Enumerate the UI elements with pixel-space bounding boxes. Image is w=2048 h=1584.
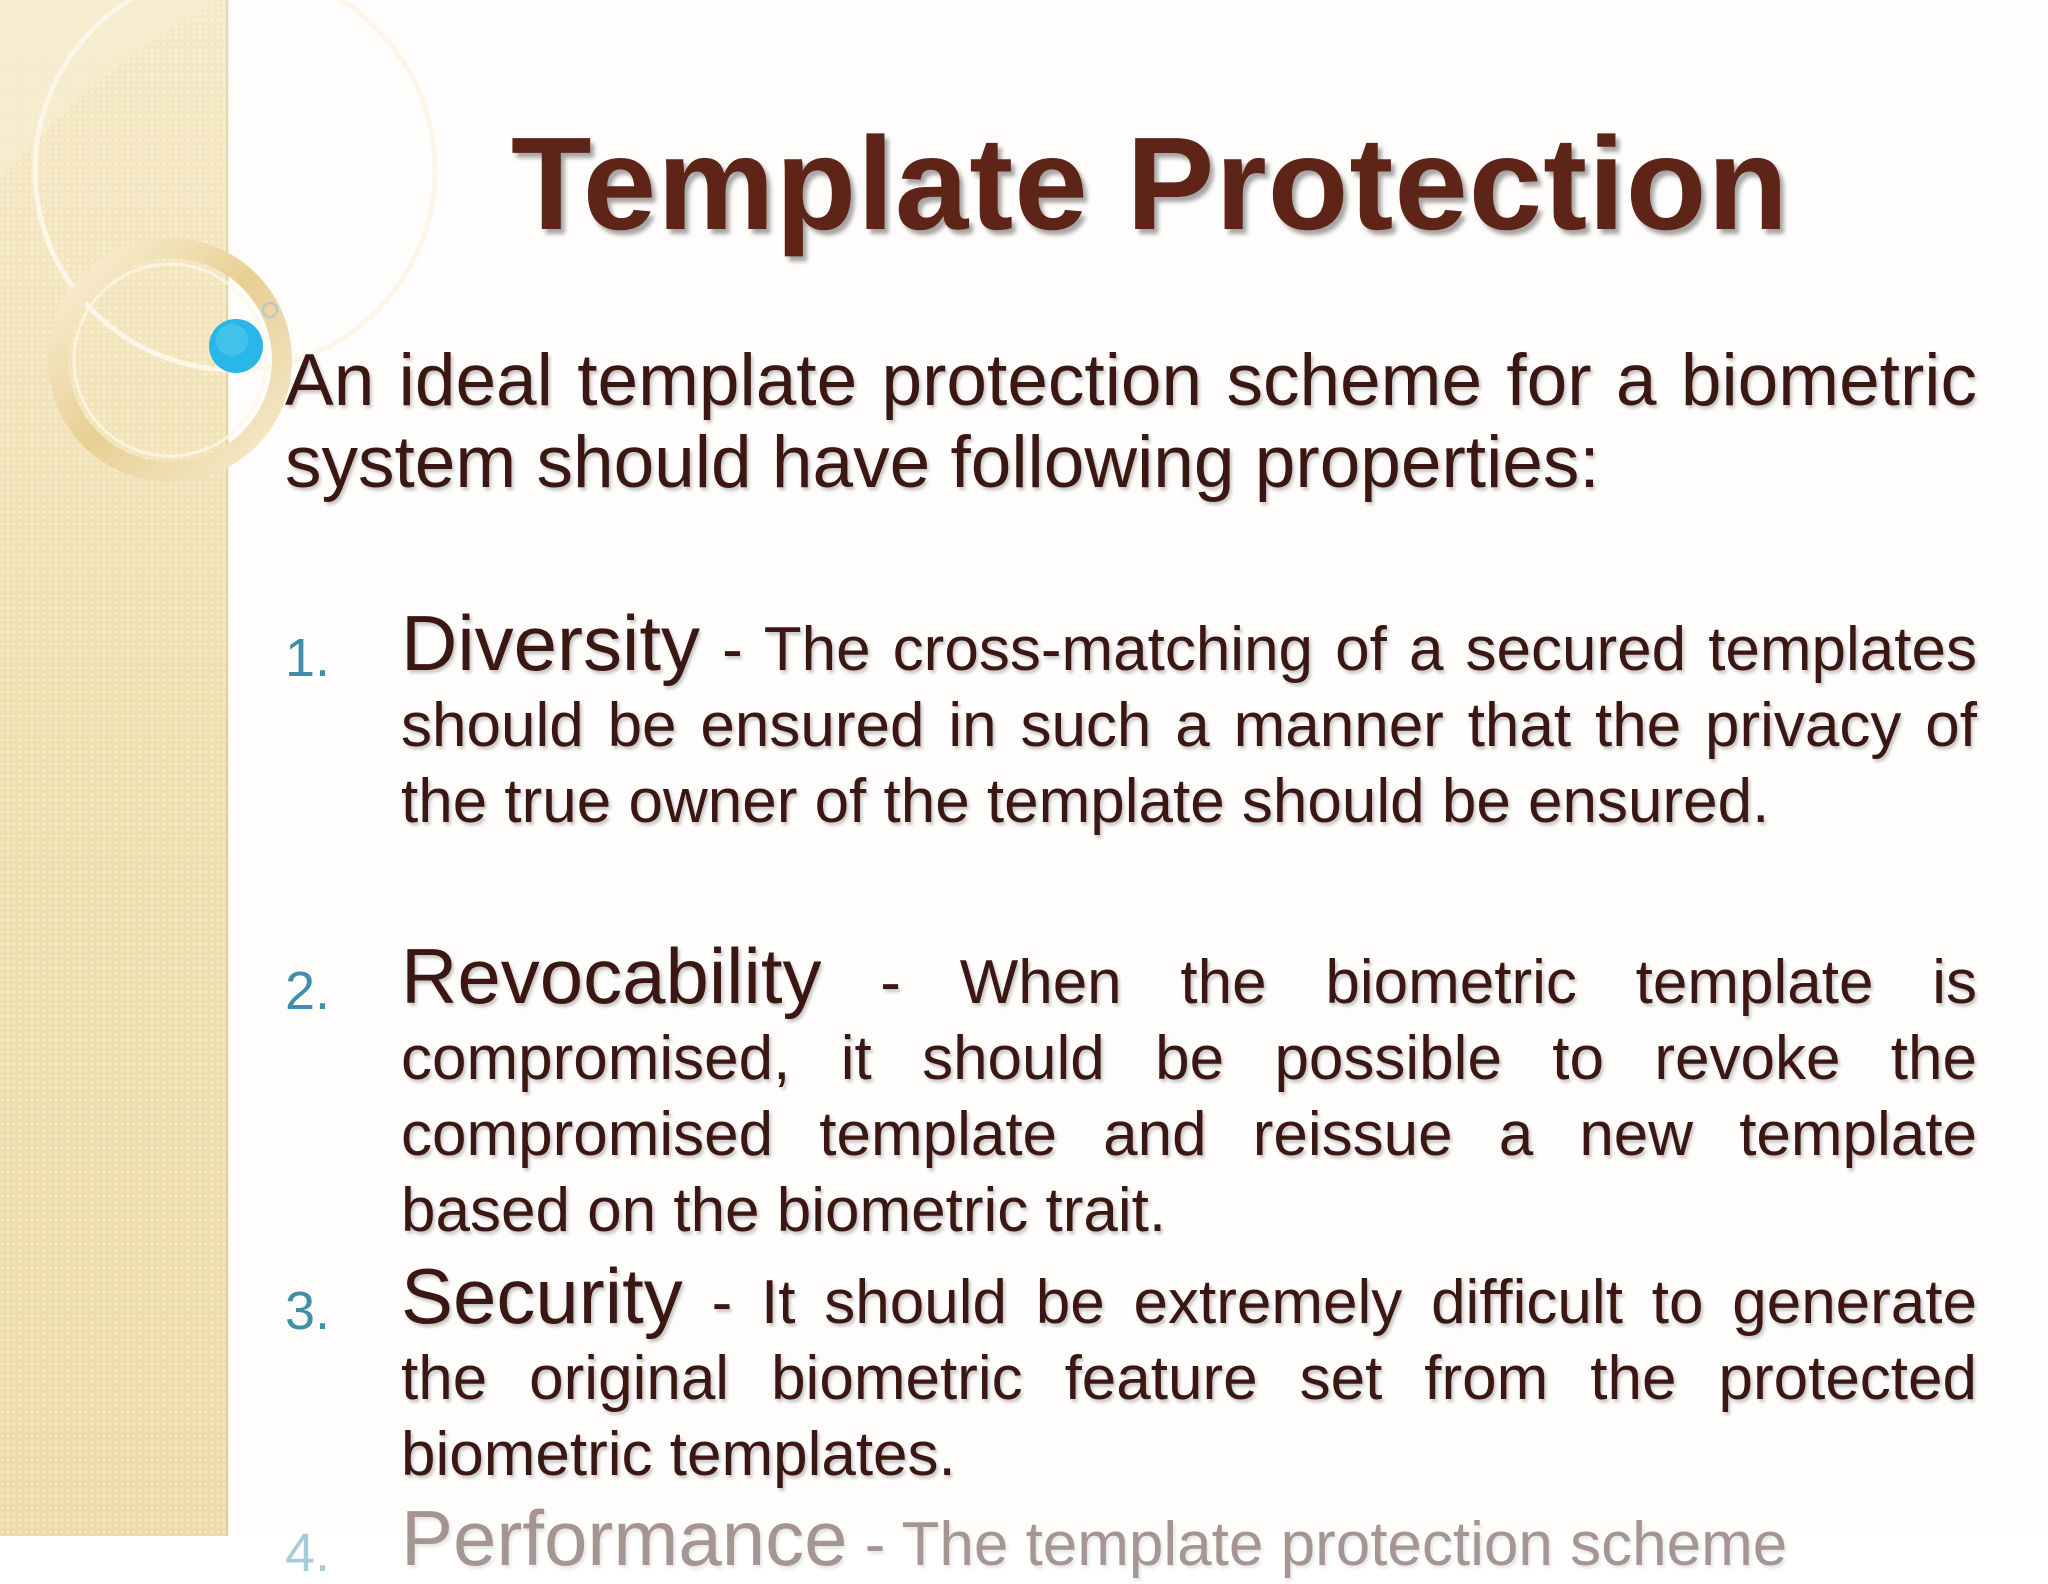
list-item-content [401,599,1977,840]
list-item-separator: - [700,615,764,684]
list-item-term: Security [401,1252,683,1340]
list-item-separator: - [821,948,960,1017]
list-item-description: The cross-matching of a secured templates should be ensured in such a manner that the privacy of the true owner of the template should be ensured. [401,615,1977,836]
list-number: 1. [285,628,331,688]
list-item-separator: - [682,1268,762,1337]
list-item-description: When the biometric template is compromised, it should be possible to revoke the compromised template and reissue a new template based on the biometric trait. [401,948,1977,1245]
list-item-content [401,932,1977,1249]
list-item-content [401,1494,1977,1583]
list-item [285,932,1977,1249]
list-item-term: Revocability [401,932,822,1020]
intro-paragraph: An ideal template protection scheme for a biometric system should have following properties: [285,340,1977,503]
list-item-separator: - [847,1510,902,1579]
list-item-term: Diversity [401,599,701,687]
list-item-description: It should be extremely difficult to generate the original biometric feature set from the protected biometric templates. [401,1268,1977,1489]
list-number: 4. [285,1523,331,1583]
list-item-description: The template protection scheme [901,1510,1788,1579]
list-item [285,1252,1977,1493]
list-number: 3. [285,1281,331,1341]
list-item [285,599,1977,840]
list-number: 2. [285,961,331,1021]
list-item-term: Performance [401,1494,848,1582]
list-item-content [401,1252,1977,1493]
list-item [285,1494,1977,1583]
slide-title: Template Protection [510,110,1790,257]
